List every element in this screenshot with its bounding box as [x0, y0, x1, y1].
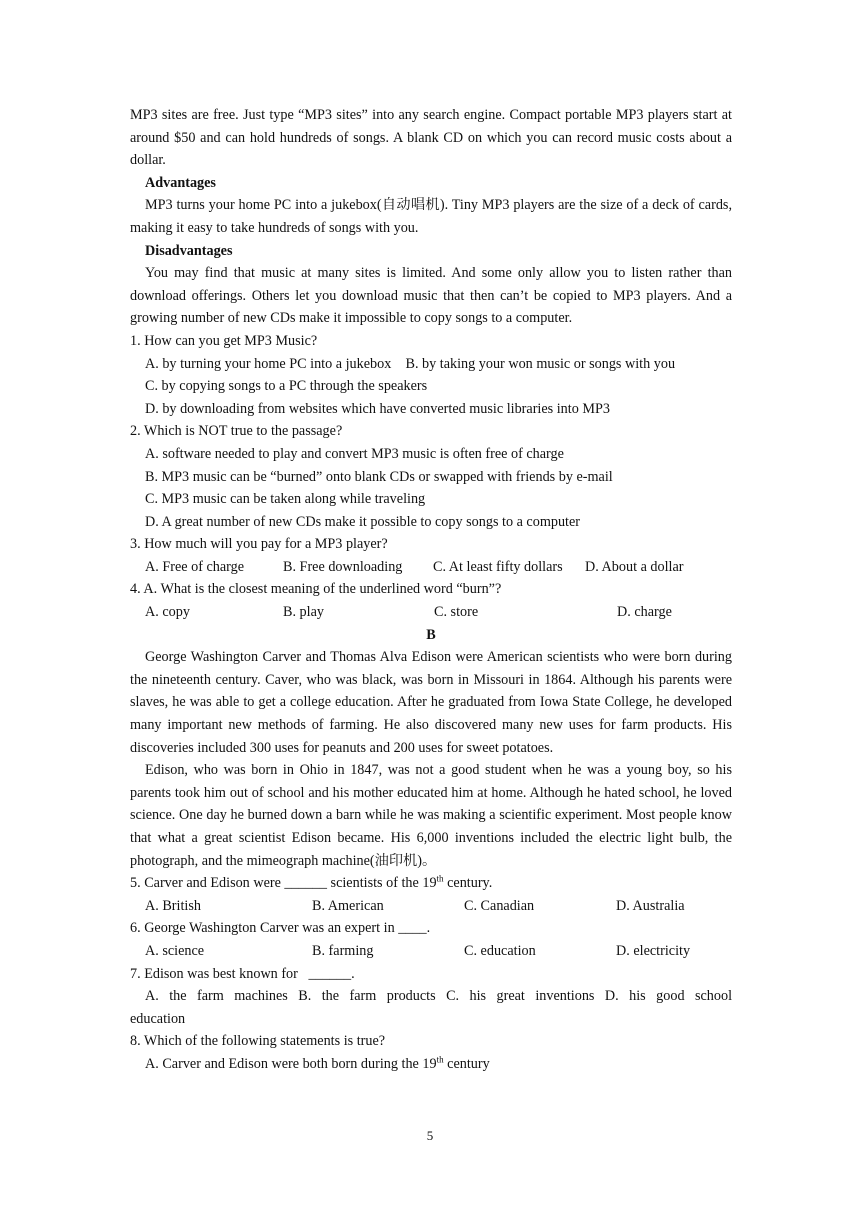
q6-options — [130, 940, 732, 963]
q1-option-c: C. by copying songs to a PC through the speakers — [145, 378, 428, 395]
q4-option-a: A. copy — [145, 604, 190, 621]
q8-option-a-text: A. Carver and Edison were both born during the 19 — [145, 1055, 437, 1072]
q7-option-d-word-2: good — [656, 988, 685, 1005]
question-3: 3. How much will you pay for a MP3 player? — [130, 536, 388, 553]
q6-option-c: C. education — [464, 942, 536, 959]
q4-option-b: B. play — [283, 604, 324, 621]
q5-stem: 5. Carver and Edison were ______ scientists of the 19 — [130, 875, 437, 892]
advantages-paragraph: MP3 turns your home PC into a jukebox(自动唱机). Tiny MP3 players are the size of a deck of cards, making it easy to take hundreds of songs with you. — [130, 197, 732, 236]
q5-option-a: A. British — [145, 897, 201, 914]
question-5 — [130, 872, 732, 895]
q2-option-d: D. A great number of new CDs make it possible to copy songs to a computer — [145, 513, 581, 530]
document-page — [130, 104, 732, 1076]
disadvantages-heading: Disadvantages — [145, 242, 233, 259]
question-4: 4. A. What is the closest meaning of the underlined word “burn”? — [130, 581, 502, 598]
q7-option-d-label: D. — [604, 988, 619, 1005]
q5-superscript: th — [436, 873, 444, 884]
q5-option-b: B. American — [312, 897, 384, 914]
passage-b-paragraph-2: Edison, who was born in Ohio in 1847, was not a good student when he was a young boy, so his parents took him out of school and his mother educated him at home. Although he hated school, he loved science. One day he burned down a barn while he was making a scientific experiment. Most people know that what a great scientist Edison became. His 6,000 inventions included the electric light bulb, the photograph, and the mimeograph machine(油印机)。 — [130, 762, 732, 869]
q3-options — [130, 556, 732, 579]
question-1: 1. How can you get MP3 Music? — [130, 332, 318, 349]
q6-option-d: D. electricity — [616, 942, 691, 959]
q4-options — [130, 601, 732, 624]
q7-option-c: C. his great inventions — [446, 988, 595, 1005]
q5-option-d: D. Australia — [616, 897, 685, 914]
question-2: 2. Which is NOT true to the passage? — [130, 423, 343, 440]
passage-b-paragraph-1: George Washington Carver and Thomas Alva Edison were American scientists who were born during the nineteenth century. Caver, who was black, was born in Missouri in 1864. Although his parents were slaves, he was able to get a college education. After he graduated from Iowa State College, he developed many important new methods of farming. He also discovered many new uses for farm products. His discoveries included 300 uses for peanuts and 200 uses for sweet potatoes. — [130, 649, 732, 756]
q8-superscript: th — [436, 1054, 444, 1065]
q1-option-d: D. by downloading from websites which have converted music libraries into MP3 — [145, 400, 610, 417]
q2-option-b: B. MP3 music can be “burned” onto blank CDs or swapped with friends by e-mail — [145, 468, 613, 485]
advantages-heading: Advantages — [145, 174, 216, 191]
q5-option-c: C. Canadian — [464, 897, 535, 914]
q6-option-b: B. farming — [312, 942, 374, 959]
q5-stem-end: century. — [443, 875, 493, 892]
q2-option-a: A. software needed to play and convert MP3 music is often free of charge — [145, 445, 564, 462]
q7-option-a: A. the farm machines — [145, 988, 288, 1005]
page-number: 5 — [426, 1128, 434, 1143]
q6-option-a: A. science — [145, 942, 205, 959]
disadvantages-paragraph: You may find that music at many sites is limited. And some only allow you to listen rather than download offerings. Others let you download music that then can’t be copied to MP3 players. And a growing number of new CDs make it impossible to copy songs to a computer. — [130, 265, 732, 327]
passage-a-paragraph: MP3 sites are free. Just type “MP3 sites” into any search engine. Compact portable MP3 players start at around $50 and can hold hundreds of songs. A blank CD on which you can record music costs about a dollar. — [130, 107, 732, 169]
q3-option-a: A. Free of charge — [145, 558, 245, 575]
q7-option-b: B. the farm products — [298, 988, 436, 1005]
question-6: 6. George Washington Carver was an expert in ____. — [130, 920, 431, 937]
q3-option-b: B. Free downloading — [283, 558, 403, 575]
question-7: 7. Edison was best known for ______. — [130, 965, 355, 982]
q8-option-a — [130, 1053, 732, 1076]
q5-options — [130, 895, 732, 918]
q7-option-d-word-3: school — [694, 988, 733, 1005]
q8-option-a-end: century — [443, 1055, 490, 1072]
question-8: 8. Which of the following statements is true? — [130, 1033, 386, 1050]
q3-option-d: D. About a dollar — [585, 558, 684, 575]
q3-option-c: C. At least fifty dollars — [433, 558, 563, 575]
section-b-heading: B — [426, 626, 436, 643]
q2-option-c: C. MP3 music can be taken along while traveling — [145, 491, 426, 508]
q1-options-ab: A. by turning your home PC into a jukebox B. by taking your won music or songs with you — [145, 355, 676, 372]
q7-option-d-continued: education — [130, 1010, 186, 1027]
q7-options — [130, 985, 732, 1008]
q4-option-c: C. store — [434, 604, 479, 621]
q4-option-d: D. charge — [617, 604, 672, 621]
q7-option-d-word-1: his — [629, 988, 646, 1005]
